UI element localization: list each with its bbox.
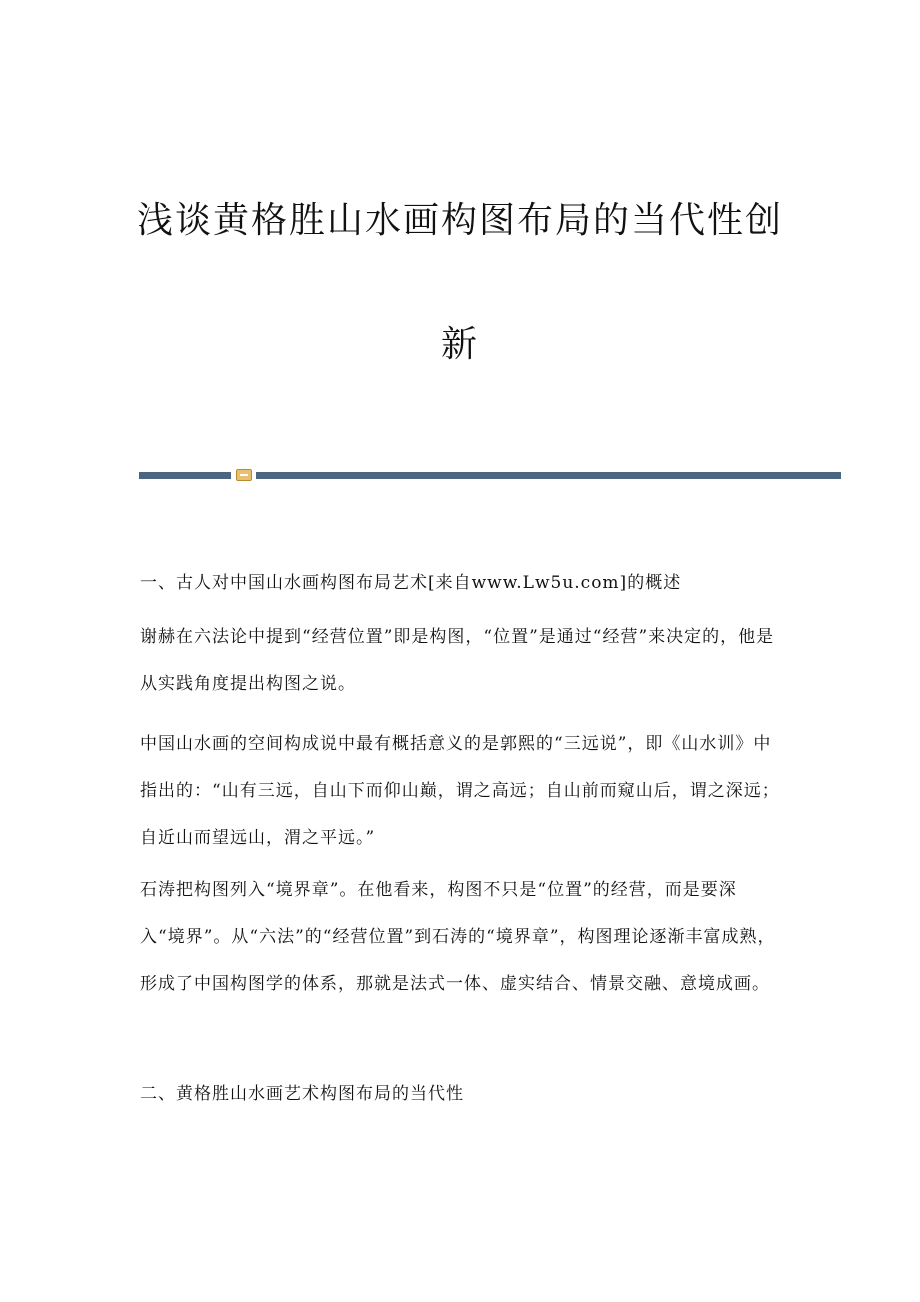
section-heading-2: 二、黄格胜山水画艺术构图布局的当代性 (140, 1084, 464, 1104)
document-title-line-1: 浅谈黄格胜山水画构图布局的当代性创 (136, 200, 783, 241)
title-divider (139, 469, 841, 481)
divider-bar-left (139, 472, 231, 479)
document-title-line-2: 新 (440, 324, 479, 365)
divider-bar-right (256, 472, 841, 479)
paragraph-2: 中国山水画的空间构成说中最有概括意义的是郭熙的“三远说”，即《山水训》中指出的：“山有三远，自山下而仰山巅，谓之高远；自山前而窥山后，谓之深远；自近山而望远山，渭之平远。” (140, 734, 780, 848)
section-heading-1: 一、古人对中国山水画构图布局艺术[来自www.Lw5u.com]的概述 (140, 573, 682, 593)
paragraph-3: 石涛把构图列入“境界章”。在他看来，构图不只是“位置”的经营，而是要深入“境界”。从“六法”的“经营位置”到石涛的“境界章”，构图理论逐渐丰富成熟，形成了中国构图学的体系，那就是法式一体、虚实结合、情景交融、意境成画。 (140, 880, 776, 994)
divider-ornament-icon (236, 469, 252, 481)
paragraph-1: 谢赫在六法论中提到“经营位置”即是构图，“位置”是通过“经营”来决定的，他是从实践角度提出构图之说。 (140, 627, 775, 694)
